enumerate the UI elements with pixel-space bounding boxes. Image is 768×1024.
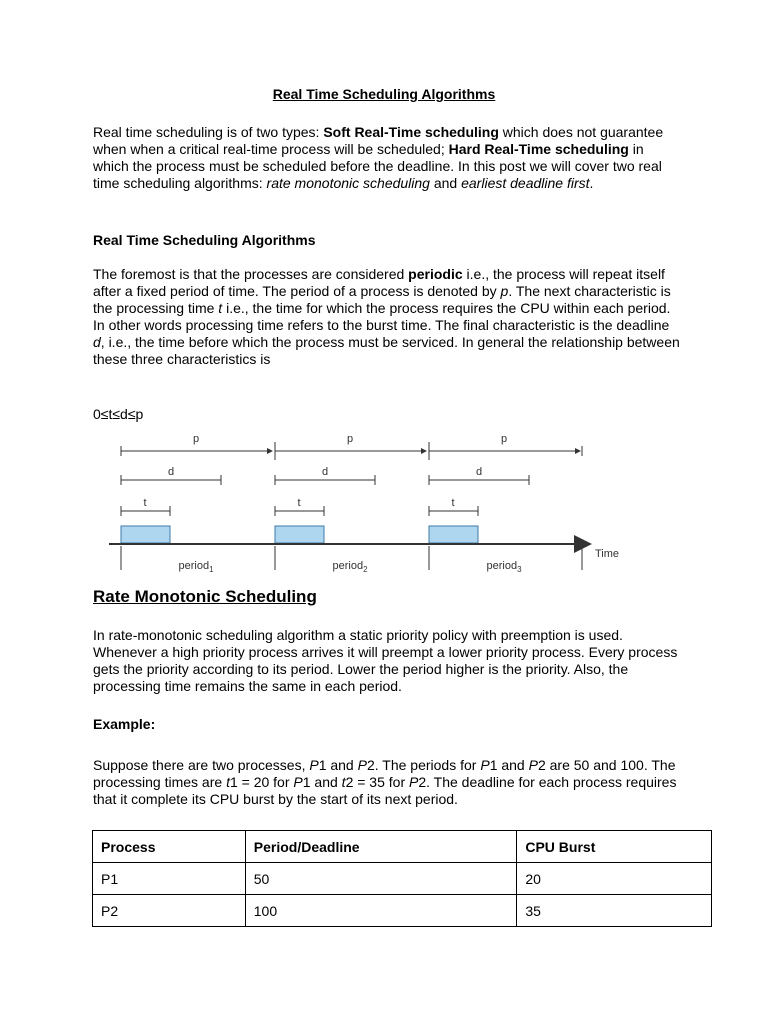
p-label-2: p: [346, 433, 354, 445]
rms-heading: Rate Monotonic Scheduling: [93, 587, 317, 606]
document-title: Real Time Scheduling Algorithms: [272, 86, 496, 102]
d-label-1: d: [167, 466, 175, 478]
p-label-1: p: [192, 433, 200, 445]
intro-paragraph: [93, 124, 683, 192]
cell-period: 100: [245, 895, 517, 927]
table-row: [93, 863, 712, 895]
d-label-2: d: [321, 466, 329, 478]
header-process: Process: [93, 831, 246, 863]
period-3-group: [429, 433, 582, 574]
section-subheading: Real Time Scheduling Algorithms: [93, 232, 316, 248]
period-label-1: period$_1$: [178, 560, 214, 574]
intro-soft-rt: Soft Real-Time scheduling: [323, 124, 499, 140]
char-text-4: i.e., the time for which the process requires the CPU within each period. In other words processing time refers to the burst time. The final characteristic is the deadline: [93, 300, 671, 333]
table-row: [93, 895, 712, 927]
intro-text-4: and: [429, 175, 462, 191]
period-2-group: [275, 433, 426, 574]
intro-hard-rt: Hard Real-Time scheduling: [448, 141, 629, 157]
period-1-group: [121, 433, 272, 574]
example-paragraph: Suppose there are two processes, P1 and P2. The periods for P1 and P2 are 50 and 100. The processing times are t1 = 20 for P1 and t2 = 35 for P2. The deadline for each process requires that it complete its CPU burst by the start of its next period.: [93, 757, 677, 807]
characteristics-paragraph: [93, 266, 683, 368]
intro-edf-term: earliest deadline first: [461, 175, 590, 191]
header-period-deadline: Period/Deadline: [245, 831, 517, 863]
intro-text-5: .: [589, 175, 594, 191]
t-label-2: t: [297, 497, 301, 509]
cell-burst: 35: [517, 895, 712, 927]
intro-text-3: in which the process must be scheduled before the deadline. In this post we will cover two real time scheduling algorithms:: [93, 141, 662, 191]
intro-rms-term: rate monotonic scheduling: [266, 175, 430, 191]
intro-text-2: which does not guarantee when when a critical real-time process will be scheduled;: [93, 124, 664, 157]
period-label-2: period$_2$: [332, 560, 368, 574]
rms-description: In rate-monotonic scheduling algorithm a static priority policy with preemption is used. Whenever a high priority process arrives it will preempt a lower priority process. Every process gets the priority according to its period. Lower the period higher is the priority. Also, the processing time remains the same in each period.: [93, 627, 678, 694]
char-p: p: [500, 283, 509, 299]
example-label: Example:: [93, 716, 156, 732]
table-header-row: [93, 831, 712, 863]
period-label-3: period$_3$: [486, 560, 522, 574]
d-label-3: d: [475, 466, 483, 478]
char-t: t: [218, 300, 223, 316]
cell-burst: 20: [517, 863, 712, 895]
burst-box-1: [121, 526, 170, 543]
cell-period: 50: [245, 863, 517, 895]
burst-box-2: [275, 526, 324, 543]
t-label-3: t: [451, 497, 455, 509]
relation-formula: 0≤t≤d≤p: [93, 406, 144, 422]
char-text-3: . The next characteristic is the processing time: [93, 283, 671, 316]
t-label-1: t: [143, 497, 147, 509]
char-text-2: i.e., the process will repeat itself after a fixed period of time. The period of a process is denoted by: [93, 266, 665, 299]
p-label-3: p: [500, 433, 508, 445]
intro-text-1: Real time scheduling is of two types:: [93, 124, 324, 140]
char-text-1: The foremost is that the processes are considered: [93, 266, 409, 282]
char-d: d: [93, 334, 101, 350]
periodic-task-diagram: [93, 428, 633, 578]
header-cpu-burst: CPU Burst: [517, 831, 712, 863]
char-periodic: periodic: [408, 266, 463, 282]
char-text-5: , i.e., the time before which the process must be serviced. In general the relationship between these three characteristics is: [93, 334, 680, 367]
cell-process: P1: [93, 863, 246, 895]
process-table: [92, 830, 712, 927]
time-axis-label: Time: [595, 548, 620, 560]
burst-box-3: [429, 526, 478, 543]
cell-process: P2: [93, 895, 246, 927]
